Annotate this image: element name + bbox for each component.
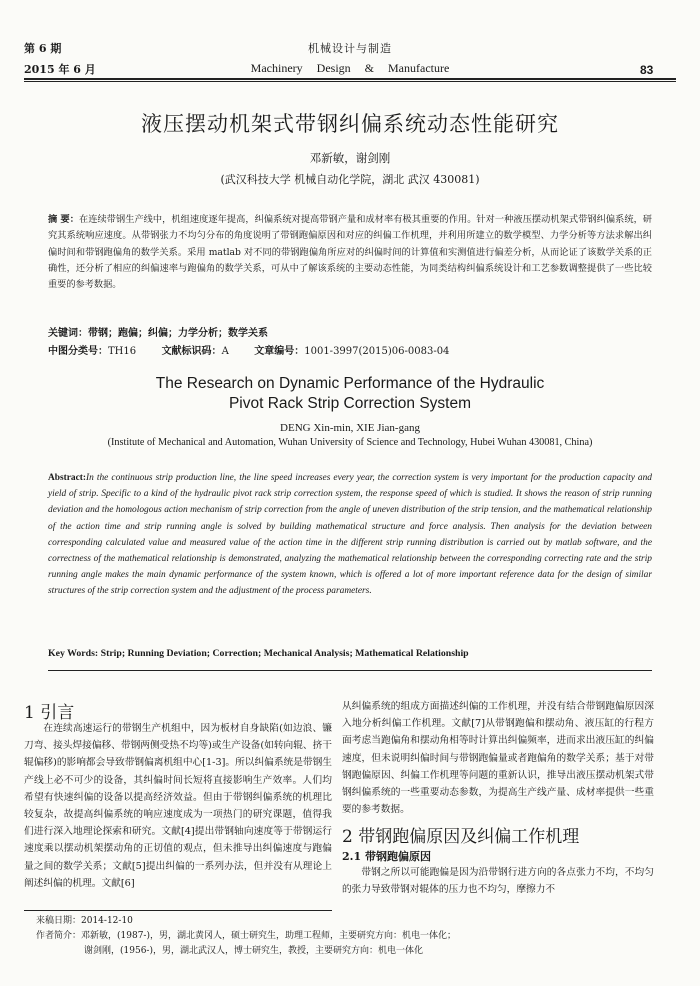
right-column [342,698,654,818]
right-paragraph-2: 带钢之所以可能跑偏是因为沿带钢行进方向的各点张力不均，不均匀的张力导致带钢对辊体的压力也不均匀，摩擦力不 [342,867,654,896]
abstract-cn-label: 摘 要： [48,214,79,225]
right-column-continued [342,864,654,898]
paper-title-cn: 液压摆动机架式带钢纠偏系统动态性能研究 [141,112,559,136]
footnote-rule [24,910,332,911]
journal-name-cn: 机械设计与制造 [308,42,392,55]
abstract-en-label: Abstract: [48,473,87,483]
section-2-heading: 2 带钢跑偏原因及纠偏工作机理 [342,827,580,847]
paper-title-en [0,374,700,414]
page-number: 83 [640,63,654,77]
abstract-cn-text: 在连续带钢生产线中，机组速度逐年提高，纠偏系统对提高带钢产量和成材率有极其重要的作用。针对一种液压摆动机架式带钢纠偏系统，研究其系统响应速度。从带钢张力不均匀分布的角度说明了带钢跑偏原因和对应的纠偏工作机理，并利用所建立的数学模型、力学分析等方法求解出纠偏时间和带钢跑偏角的数学关系。采用 matlab 对不同的带钢跑偏角所应对的纠偏时间的计算值和实测值进行偏差分析，从而论证了该数学关系的正确性，还分析了相应的纠偏速率与跑偏角的数学关系，可从中了解该系统的主要动态性能，为同类结构纠偏系统设计和工艺参数调整提供了一些比较重要的参考数据。 [48,214,652,291]
subsection-2-1-heading: 2.1 带钢跑偏原因 [342,850,431,863]
footnote-bio-1: 作者简介：邓新敏，(1987-)，男，湖北黄冈人，硕士研究生，助理工程师，主要研究方向：机电一体化； [36,931,456,941]
authors-cn: 邓新敏，谢剑刚 [309,151,391,165]
footnote [36,914,656,959]
issue-number: 第 6 期 [24,42,62,55]
keywords-cn: 关键词：带钢；跑偏；纠偏；力学分析；数学关系 [48,328,268,339]
abstract-divider [48,670,652,671]
footnote-received: 来稿日期：2014-12-10 [36,916,133,926]
section-1-body [24,720,332,892]
affiliation-en: (Institute of Mechanical and Automation, Wuhan University of Science and Technology, Hubei Wuhan 430081, China) [107,437,593,448]
section-1-heading: 1 引言 [24,703,75,723]
section-1-paragraph: 在连续高速运行的带钢生产机组中，因为板材自身缺陷(如边浪、镰刀弯、接头焊接偏移、带钢两侧受热不均等)或生产设备(如转向辊、挤干辊偏移)的影响都会导致带钢偏离机组中心[1-3]。所以纠偏系统是带钢生产线上必不可少的设备，其纠偏时间长短将直接影响生产效率。人们均希望有快速纠偏的设备以提高经济效益。但由于带钢纠偏系统的机理比较复杂，故提高纠偏系统的响应速度成为一项热门的研究课题，值得我们进行深入地理论探索和研究。文献[4]提出带钢轴向速度等于带钢运行速度乘以摆动机架摆动角的正切值的观点，但未推导出纠偏速度与跑偏量之间的数学关系；文献[5]提出纠偏的一系列办法，但并没有从理论上阐述纠偏的机理。文献[6] [24,723,332,889]
authors-en: DENG Xin-min, XIE Jian-gang [280,422,420,434]
abstract-cn [48,212,652,293]
classification-line: 中图分类号：TH16 文献标识码：A 文章编号：1001-3997(2015)06-0083-04 [48,346,450,357]
journal-name-en: Machinery Design & Manufacture [250,61,450,75]
footnote-bio-2: 谢剑刚，(1956-)，男，湖北武汉人，博士研究生，教授，主要研究方向：机电一体化 [84,946,423,956]
right-paragraph-1: 从纠偏系统的组成方面描述纠偏的工作机理，并没有结合带钢跑偏原因深入地分析纠偏工作机理。文献[7]从带钢跑偏和摆动角、液压缸的行程方面考虑当跑偏角和摆动角相等时计算出纠偏频率，进而求出液压缸的纠偏速度，但未说明纠偏时间与带钢跑偏量或者跑偏角的数学关系；基于对带钢跑偏原因、纠偏工作机理等问题的重新认识，推导出液压摆动机架式带钢纠偏系统的一些重要动态参数，为提高生产线产量、成材率提供一些重要的参考数据。 [342,701,654,816]
paper-title-en-line2: Pivot Rack Strip Correction System [228,395,472,412]
abstract-en [48,470,652,600]
abstract-en-text: In the continuous strip production line, the line speed increases every year, the correction system is very important for the production capacity and yield of strip. Specific to a kind of the hydraulic pivot rack strip correction system, the response speed of which is studied. It shows the reason of strip running deviation and the homologous action mechanism of strip correction from the angle of uneven distribution of the strip tension, and the mathematical relationship of the action time and strip running angle is solved by building mathematical structure and force analysis. Then analysis for the deviation between corresponding calculated value and measured value of the action time in the different strip running distribution is carried out by matlab software, and the correctness of the mathematical relationship is demonstrated, analyzing the mathematical relationship between the corresponding correcting rate and the strip running angle makes the main dynamic performance of the system known, which is offered a lot of more important reference data for the design of similar structures of the strip correction system and the adjustment of the process parameters. [48,473,652,597]
header-rule-thin [24,81,676,82]
issue-date: 2015 年 6 月 [24,63,96,76]
header-rule [24,78,676,80]
keywords-en: Key Words: Strip; Running Deviation; Correction; Mechanical Analysis; Mathematical Relationship [48,648,469,659]
affiliation-cn: (武汉科技大学 机械自动化学院，湖北 武汉 430081) [220,173,480,186]
paper-title-en-line1: The Research on Dynamic Performance of the Hydraulic [155,375,545,392]
